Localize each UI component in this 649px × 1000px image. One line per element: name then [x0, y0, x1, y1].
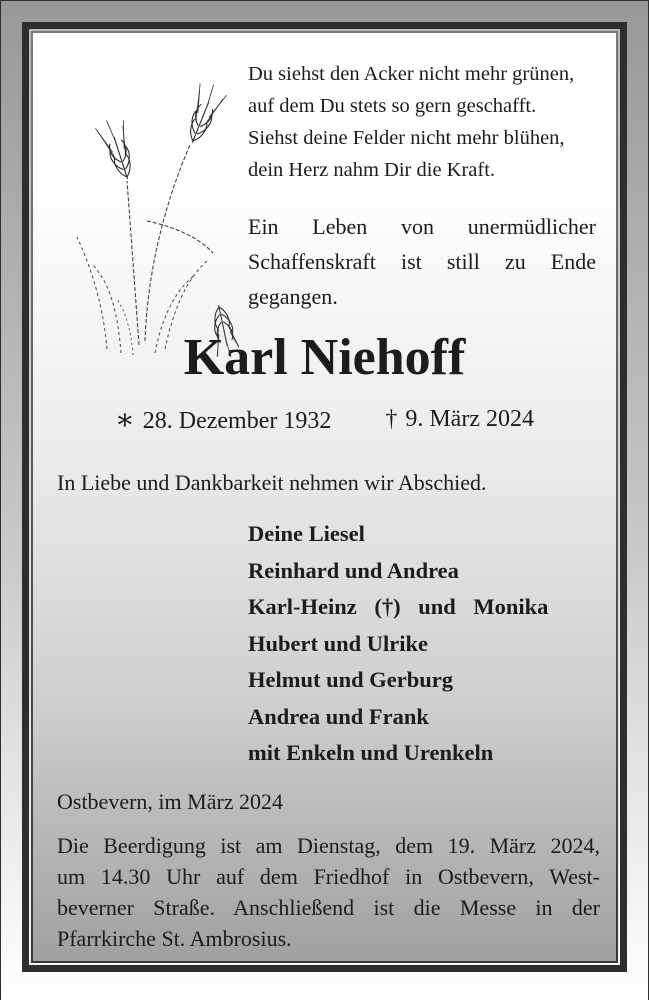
- intro-line: gegangen.: [248, 284, 338, 309]
- poem-line: dein Herz nahm Dir die Kraft.: [248, 159, 496, 181]
- mourners-list: [248, 516, 600, 772]
- poem-line: Siehst deine Felder nicht mehr blühen,: [248, 127, 565, 149]
- mourner-line: mit Enkeln und Urenkeln: [248, 740, 494, 765]
- funeral-line: beverner Straße. Anschließend ist die Messe in der: [57, 894, 600, 920]
- birth-star-symbol: ∗: [115, 404, 135, 436]
- death-cross-symbol: †: [385, 406, 398, 432]
- frame-inner-line: [31, 31, 618, 963]
- place-date-line: Ostbevern, im März 2024: [57, 788, 284, 814]
- death-notice: [33, 33, 616, 961]
- mourner-line: Helmut und Gerburg: [248, 667, 454, 692]
- mourner-line: Andrea und Frank: [248, 703, 429, 729]
- funeral-info: [57, 830, 600, 954]
- frame-light-line: [29, 29, 620, 965]
- farewell-line: In Liebe und Dankbarkeit nehmen wir Abschied.: [57, 470, 487, 495]
- mourner-line: Deine Liesel: [248, 521, 365, 546]
- mourner-line: Hubert und Ulrike: [248, 630, 429, 656]
- poem-line: Du siehst den Acker nicht mehr grünen,: [248, 63, 575, 85]
- intro-line: Schaffenskraft ist still zu Ende: [248, 249, 596, 274]
- frame-dark-band: [22, 22, 627, 972]
- intro-text: [248, 209, 596, 314]
- mourner-line: Reinhard und Andrea: [248, 557, 459, 583]
- funeral-line: Pfarrkirche St. Ambrosius.: [57, 925, 292, 951]
- birth-date: ∗ 28. Dezember 1932: [115, 404, 332, 436]
- funeral-line: um 14.30 Uhr auf dem Friedhof in Ostbevern, West-: [57, 863, 600, 889]
- life-dates: [33, 404, 616, 436]
- mourner-line: Karl-Heinz (†) und Monika: [248, 594, 549, 619]
- wheat-stalks-icon: [47, 49, 239, 357]
- poem-line: auf dem Du stets so gern geschafft.: [248, 95, 537, 117]
- funeral-line: Die Beerdigung ist am Dienstag, dem 19. März 2024,: [57, 832, 600, 858]
- deceased-name: Karl Niehoff: [183, 329, 466, 386]
- intro-line: Ein Leben von unermüdlicher: [248, 214, 596, 239]
- memorial-poem: [248, 58, 598, 186]
- death-date: † 9. März 2024: [385, 406, 534, 432]
